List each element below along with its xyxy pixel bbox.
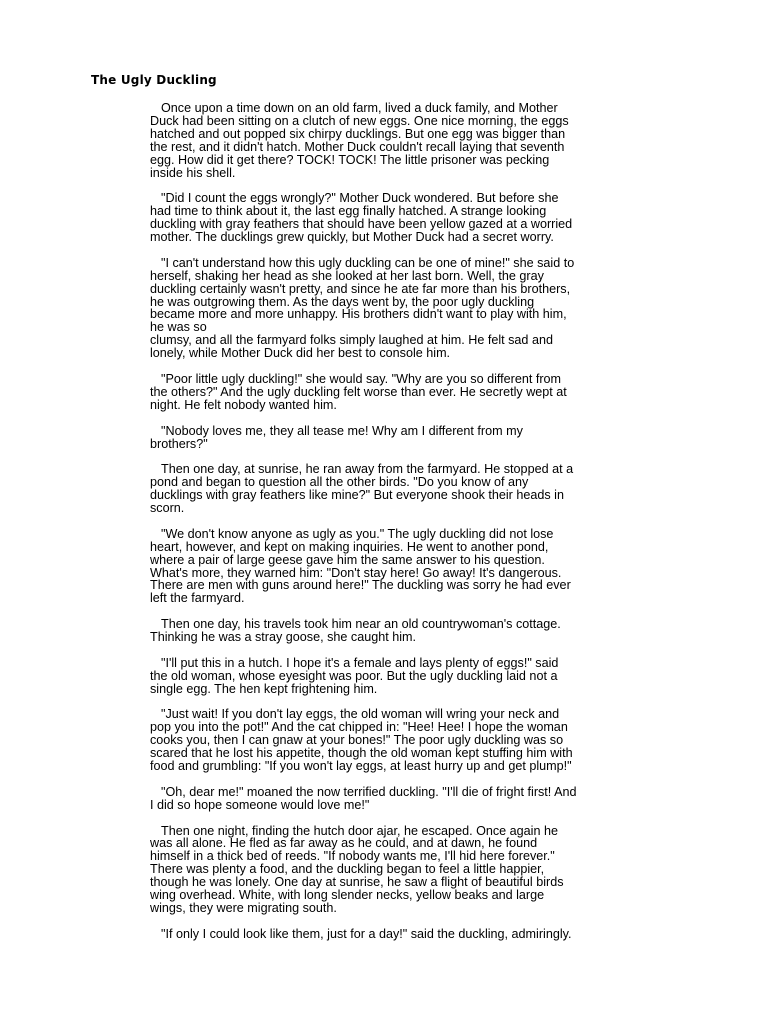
paragraph-line: the old woman, whose eyesight was poor. But the ugly duckling laid not a	[150, 668, 558, 683]
story-paragraph	[150, 528, 630, 605]
paragraph-line: had time to think about it, the last egg finally hatched. A strange looking	[150, 204, 547, 219]
paragraph-line: he was so	[150, 320, 207, 335]
paragraph-line: inside his shell.	[150, 165, 236, 180]
paragraph-line: food and grumbling: "If you won't lay eggs, at least hurry up and get plump!"	[150, 759, 572, 774]
story-paragraph	[150, 192, 630, 244]
story-body	[150, 102, 630, 954]
story-paragraph	[150, 618, 630, 644]
paragraph-line: Duck had been sitting on a clutch of new eggs. One nice morning, the eggs	[150, 113, 569, 128]
paragraph-line: pop you into the pot!" And the cat chipped in: "Hee! Hee! I hope the woman	[150, 720, 568, 735]
paragraph-line: scorn.	[150, 501, 185, 516]
paragraph-line: himself in a thick bed of reeds. "If nobody wants me, I'll hid here forever."	[150, 849, 555, 864]
paragraph-line: "Just wait! If you don't lay eggs, the old woman will wring your neck and	[161, 707, 560, 722]
paragraph-line: There was plenty a food, and the duckling began to feel a little happier,	[150, 862, 545, 877]
story-paragraph	[150, 102, 630, 179]
paragraph-line: was all alone. He fled as far away as he could, and at dawn, he found	[150, 836, 538, 851]
story-paragraph	[150, 708, 630, 773]
paragraph-line: "Poor little ugly duckling!" she would say. "Why are you so different from	[161, 371, 562, 386]
paragraph-line: he was outgrowing them. As the days went by, the poor ugly duckling	[150, 294, 535, 309]
paragraph-line: Then one day, his travels took him near an old countrywoman's cottage.	[161, 617, 561, 632]
paragraph-line: hatched and out popped six chirpy ducklings. But one egg was bigger than	[150, 126, 566, 141]
paragraph-line: What's more, they warned him: "Don't stay here! Go away! It's dangerous.	[150, 565, 562, 580]
story-paragraph	[150, 928, 630, 941]
story-paragraph	[150, 657, 630, 696]
paragraph-line: the others?" And the ugly duckling felt worse than ever. He secretly wept at	[150, 384, 567, 399]
story-paragraph	[150, 463, 630, 515]
paragraph-line: I did so hope someone would love me!"	[150, 797, 370, 812]
paragraph-line: Then one day, at sunrise, he ran away from the farmyard. He stopped at a	[161, 462, 574, 477]
paragraph-line: "I can't understand how this ugly duckling can be one of mine!" she said to	[161, 255, 575, 270]
paragraph-line: mother. The ducklings grew quickly, but Mother Duck had a secret worry.	[150, 230, 554, 245]
paragraph-line: clumsy, and all the farmyard folks simply laughed at him. He felt sad and	[150, 333, 553, 348]
story-paragraph	[150, 257, 630, 360]
paragraph-line: lonely, while Mother Duck did her best to console him.	[150, 346, 451, 361]
paragraph-line: scared that he lost his appetite, though the old woman kept stuffing him with	[150, 746, 573, 761]
paragraph-line: "Oh, dear me!" moaned the now terrified duckling. "I'll die of fright first! And	[161, 784, 577, 799]
story-paragraph	[150, 425, 630, 451]
paragraph-line: Once upon a time down on an old farm, lived a duck family, and Mother	[161, 101, 558, 115]
story-paragraph	[150, 373, 630, 412]
paragraph-line: duckling with gray feathers that should have been yellow gazed at a worried	[150, 217, 573, 232]
paragraph-line: egg. How did it get there? TOCK! TOCK! The little prisoner was pecking	[150, 152, 550, 167]
paragraph-line: heart, however, and kept on making inquiries. He went to another pond,	[150, 539, 549, 554]
paragraph-line: single egg. The hen kept frightening him.	[150, 681, 378, 696]
paragraph-line: became more and more unhappy. His brothers didn't want to play with him,	[150, 307, 567, 322]
paragraph-line: though he was lonely. One day at sunrise, he saw a flight of beautiful birds	[150, 875, 564, 890]
paragraph-line: wing overhead. White, with long slender necks, yellow beaks and large	[150, 888, 545, 903]
paragraph-line: There are men with guns around here!" The duckling was sorry he had ever	[150, 578, 571, 593]
paragraph-line: wings, they were migrating south.	[150, 901, 337, 916]
story-paragraph	[150, 825, 630, 915]
paragraph-line: brothers?"	[150, 436, 208, 451]
paragraph-line: herself, shaking her head as she looked at her last born. Well, the gray	[150, 268, 544, 283]
story-paragraph	[150, 786, 630, 812]
paragraph-line: "Nobody loves me, they all tease me! Why am I different from my	[161, 423, 523, 438]
paragraph-line: duckling certainly wasn't pretty, and since he ate far more than his brothers,	[150, 281, 571, 296]
paragraph-line: left the farmyard.	[150, 591, 245, 606]
paragraph-line: cooks you, then I can gnaw at your bones!" The poor ugly duckling was so	[150, 733, 564, 748]
paragraph-line: the rest, and it didn't hatch. Mother Duck couldn't recall laying that seventh	[150, 139, 565, 154]
paragraph-line: night. He felt nobody wanted him.	[150, 397, 337, 412]
paragraph-line: pond and began to question all the other birds. "Do you know of any	[150, 475, 529, 490]
document-title: The Ugly Duckling	[91, 73, 217, 87]
paragraph-line: where a pair of large geese gave him the same answer to his question.	[150, 552, 545, 567]
paragraph-line: Thinking he was a stray goose, she caught him.	[150, 630, 417, 645]
paragraph-line: Then one night, finding the hutch door ajar, he escaped. Once again he	[161, 823, 558, 838]
paragraph-line: "We don't know anyone as ugly as you." The ugly duckling did not lose	[161, 526, 554, 541]
paragraph-line: ducklings with gray feathers like mine?" But everyone shook their heads in	[150, 488, 564, 503]
paragraph-line: "Did I count the eggs wrongly?" Mother Duck wondered. But before she	[161, 191, 559, 206]
paragraph-line: "I'll put this in a hutch. I hope it's a female and lays plenty of eggs!" said	[161, 655, 559, 670]
paragraph-line: "If only I could look like them, just for a day!" said the duckling, admiringly.	[161, 926, 572, 941]
